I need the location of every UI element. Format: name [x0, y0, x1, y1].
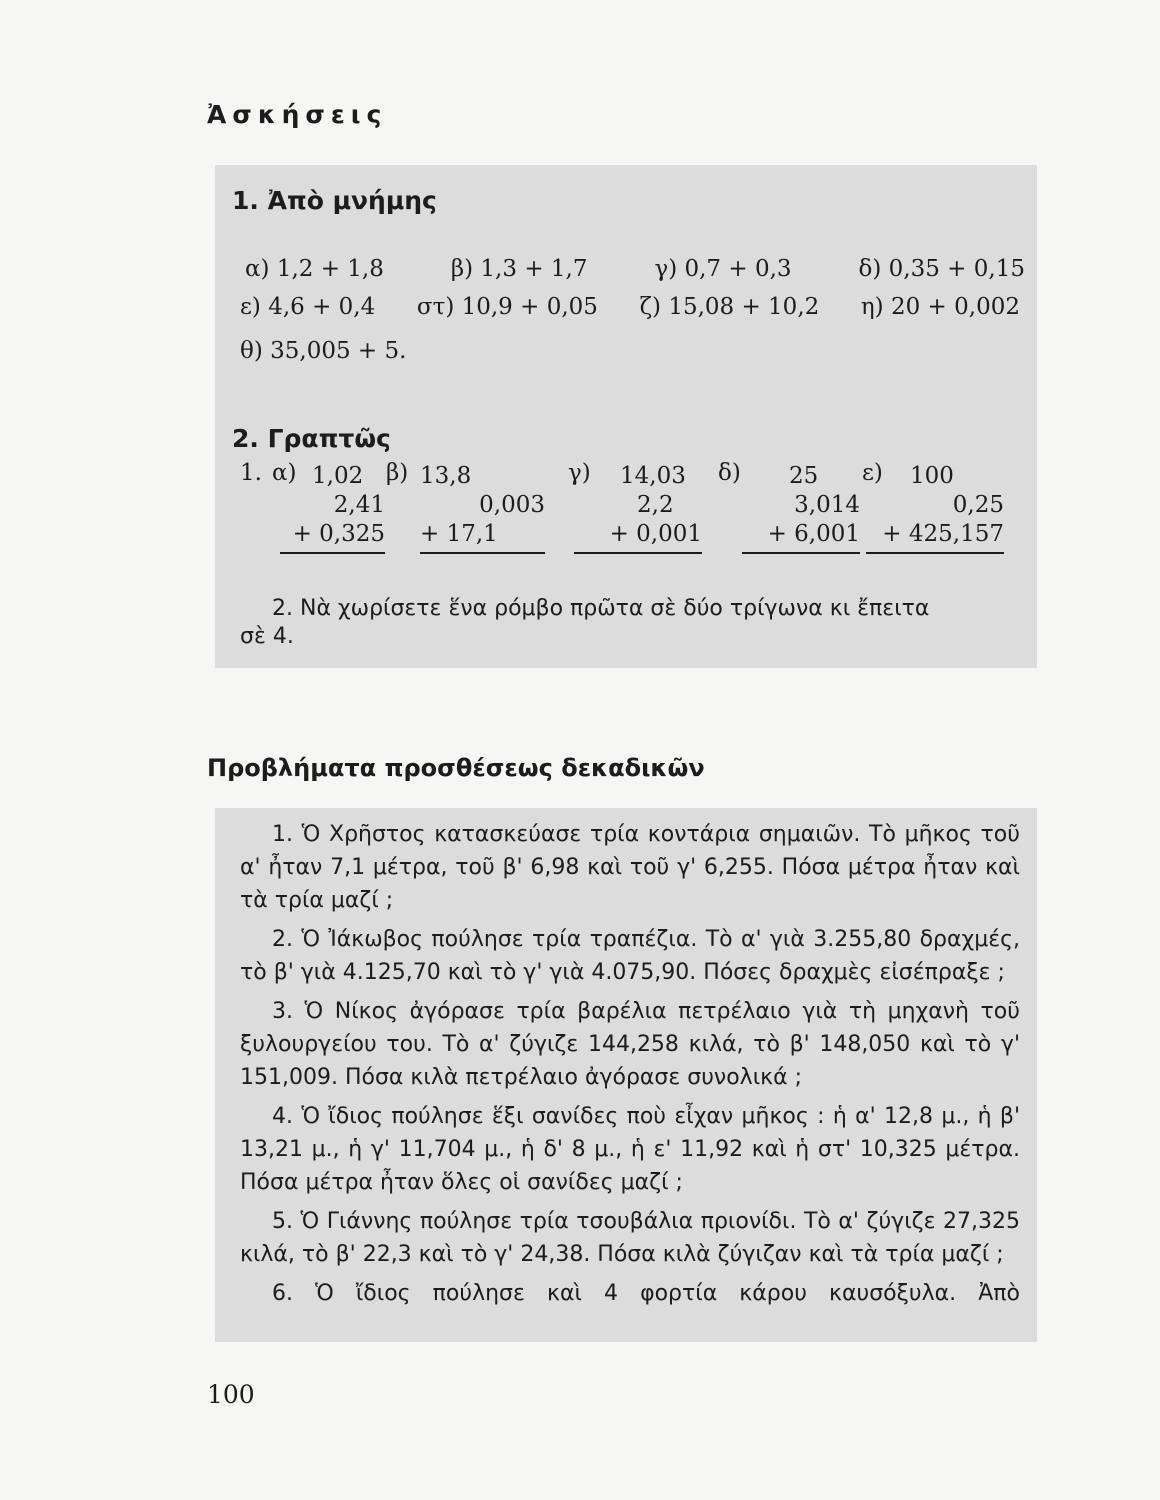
addend: 3,014	[794, 492, 860, 518]
column-label: ε)	[862, 460, 883, 486]
sum-line	[866, 552, 1004, 554]
oral-row-2	[240, 296, 1020, 319]
column-label: β)	[386, 460, 409, 486]
sum-line	[574, 552, 702, 554]
problems-section-title: Προβλήματα προσθέσεως δεκαδικῶν	[207, 754, 705, 782]
oral-item: β) 1,3 + 1,7	[450, 256, 588, 282]
sum-line	[742, 552, 860, 554]
addend: 1,02	[312, 463, 364, 489]
column-label: δ)	[718, 460, 741, 486]
addend: 0,25	[952, 492, 1004, 518]
problem-item: 2. Ὁ Ἰάκωβος πούλησε τρία τραπέζια. Τὸ α' γιὰ 3.255,80 δραχμές, τὸ β' γιὰ 4.125,70 καὶ τὸ γ' γιὰ 4.075,90. Πόσες δραχμὲς εἰσέπραξε ;	[240, 927, 1020, 985]
oral-row-3: θ) 35,005 + 5.	[240, 338, 407, 364]
page-heading: Ἀσκήσεις	[207, 100, 388, 129]
oral-item: δ) 0,35 + 0,15	[858, 256, 1025, 282]
sum-line	[420, 552, 545, 554]
oral-item: γ) 0,7 + 0,3	[654, 256, 792, 282]
addend: 13,8	[420, 463, 472, 489]
column-label: α)	[272, 460, 297, 486]
problem-item: 3. Ὁ Νίκος ἀγόρασε τρία βαρέλια πετρέλαιο γιὰ τὴ μηχανὴ τοῦ ξυλουργείου του. Τὸ α' ζύγιζε 144,258 κιλά, τὸ β' 148,050 καὶ τὸ γ' 151,009. Πόσα κιλὰ πετρέλαιο ἀγόρασε συνολικά ;	[240, 999, 1020, 1090]
oral-section-title: 1. Ἀπὸ μνήμης	[232, 186, 437, 215]
addition-column-e	[866, 462, 1004, 554]
written-section-title: 2. Γραπτῶς	[232, 424, 391, 453]
oral-item: ζ) 15,08 + 10,2	[639, 294, 820, 320]
addition-column-c	[574, 462, 702, 554]
addition-column-d	[742, 462, 860, 554]
addend: 2,41	[333, 492, 385, 518]
problem-item: 1. Ὁ Χρῆστος κατασκεύασε τρία κοντάρια σημαιῶν. Τὸ μῆκος τοῦ α' ἦταν 7,1 μέτρα, τοῦ β' 6,98 καὶ τοῦ γ' 6,255. Πόσα μέτρα ἦταν καὶ τὰ τρία μαζί ;	[240, 822, 1020, 913]
oral-item: η) 20 + 0,002	[860, 294, 1020, 320]
oral-item: α) 1,2 + 1,8	[245, 256, 384, 282]
addition-column-b	[420, 462, 545, 554]
addend: 100	[910, 463, 954, 489]
oral-row-1	[245, 258, 1025, 281]
addend: 25	[789, 463, 819, 489]
addend: 0,003	[479, 492, 545, 518]
problem-item: 4. Ὁ ἴδιος πούλησε ἕξι σανίδες ποὺ εἶχαν μῆκος : ἡ α' 12,8 μ., ἡ β' 13,21 μ., ἡ γ' 11,704 μ., ἡ δ' 8 μ., ἡ ε' 11,92 καὶ ἡ στ' 10,325 μέτρα. Πόσα μέτρα ἦταν ὅλες οἱ σανίδες μαζί ;	[240, 1104, 1020, 1195]
page-number: 100	[207, 1380, 255, 1409]
addend: 2,2	[637, 492, 674, 518]
exercises-panel	[215, 165, 1037, 668]
written-item-number: 1.	[240, 460, 262, 486]
addend: 14,03	[620, 463, 686, 489]
addend-last: + 0,325	[292, 521, 385, 547]
problem-item: 6. Ὁ ἴδιος πούλησε καὶ 4 φορτία κάρου καυσόξυλα. Ἀπὸ	[272, 1281, 1020, 1306]
addend-last: + 6,001	[767, 521, 860, 547]
problem-item: 5. Ὁ Γιάννης πούλησε τρία τσουβάλια πριονίδι. Τὸ α' ζύγιζε 27,325 κιλά, τὸ β' 22,3 καὶ τὸ γ' 24,38. Πόσα κιλὰ ζύγιζαν καὶ τὰ τρία μαζί ;	[240, 1209, 1020, 1267]
oral-item: στ) 10,9 + 0,05	[416, 294, 598, 320]
problems-list	[240, 818, 1020, 1310]
written-item-2-line-2: σὲ 4.	[240, 624, 294, 649]
addend-last: + 425,157	[882, 521, 1004, 547]
written-item-2-line-1: 2. Νὰ χωρίσετε ἕνα ρόμβο πρῶτα σὲ δύο τρίγωνα κι ἔπειτα	[272, 596, 930, 621]
addend-last: + 0,001	[609, 521, 702, 547]
oral-item: ε) 4,6 + 0,4	[240, 294, 376, 320]
column-label: γ)	[568, 460, 591, 486]
addition-column-a	[280, 462, 385, 554]
addend-last: + 17,1	[420, 521, 498, 547]
sum-line	[280, 552, 385, 554]
